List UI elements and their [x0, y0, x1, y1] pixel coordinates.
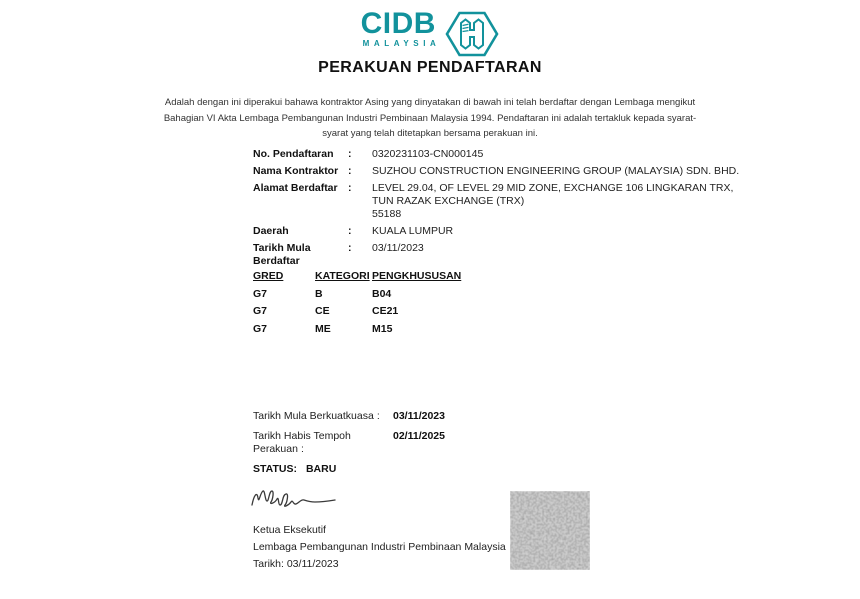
status-label: STATUS: — [253, 463, 297, 475]
registration-details — [253, 148, 739, 272]
validity-label: Tarikh Mula Berkuatkuasa : — [253, 410, 380, 422]
cidb-logo — [0, 7, 860, 62]
detail-value: 03/11/2023 — [372, 242, 424, 254]
detail-label: No. Pendaftaran — [253, 148, 334, 160]
brand-name: CIDB — [360, 7, 436, 40]
cidb-wordmark — [360, 7, 441, 48]
intro-line: Bahagian VI Akta Lembaga Pembangunan Industri Pembinaan Malaysia 1994. Pendaftaran ini adalah tertakluk kepada syarat- — [163, 112, 697, 124]
grades-table — [253, 270, 461, 340]
detail-row-no-pendaftaran — [253, 148, 739, 161]
page-title: PERAKUAN PENDAFTARAN — [318, 59, 542, 76]
detail-label: Daerah — [253, 225, 289, 237]
signatory-organization: Lembaga Pembangunan Industri Pembinaan Malaysia — [253, 541, 506, 553]
detail-colon: : — [348, 242, 352, 254]
grades-header-kategori: KATEGORI — [315, 270, 370, 282]
detail-colon: : — [348, 148, 352, 160]
detail-label: Nama Kontraktor — [253, 165, 339, 177]
signature-image — [249, 483, 339, 518]
grades-header-gred: GRED — [253, 270, 284, 282]
validity-value: 02/11/2025 — [393, 430, 445, 442]
validity-value: 03/11/2023 — [393, 410, 445, 422]
grades-row: G7 ME M15 — [253, 322, 393, 335]
cidb-hexagon-icon — [445, 11, 499, 62]
status-line — [253, 463, 445, 476]
signatory-block — [253, 524, 506, 575]
detail-row-nama-kontraktor — [253, 165, 739, 178]
validity-row-mula-berkuatkuasa — [253, 410, 445, 423]
detail-label: Tarikh Mula Berdaftar — [253, 242, 311, 267]
detail-label: Alamat Berdaftar — [253, 182, 338, 194]
qr-code — [510, 491, 590, 570]
detail-colon: : — [348, 182, 352, 194]
detail-value: KUALA LUMPUR — [372, 225, 454, 237]
intro-paragraph — [0, 95, 860, 142]
validity-section — [253, 410, 445, 476]
detail-colon: : — [348, 225, 352, 237]
detail-value: SUZHOU CONSTRUCTION ENGINEERING GROUP (MALAYSIA) SDN. BHD. — [372, 165, 740, 177]
grades-row: G7 B B04 — [253, 287, 392, 300]
grades-header-pengkhususan: PENGKHUSUSAN — [372, 270, 462, 282]
detail-row-alamat-berdaftar — [253, 182, 739, 221]
signatory-date: Tarikh: 03/11/2023 — [253, 558, 339, 570]
grades-row: G7 CE CE21 — [253, 305, 399, 317]
grades-header-row — [253, 270, 461, 283]
validity-label: Tarikh Habis Tempoh Perakuan : — [253, 430, 351, 455]
signatory-title: Ketua Eksekutif — [253, 524, 326, 536]
intro-line: syarat yang telah ditetapkan bersama perakuan ini. — [322, 128, 538, 139]
detail-value: 0320231103-CN000145 — [372, 148, 484, 160]
detail-row-tarikh-mula-berdaftar — [253, 242, 739, 268]
detail-colon: : — [348, 165, 352, 177]
detail-value: LEVEL 29.04, OF LEVEL 29 MID ZONE, EXCHANGE 106 LINGKARAN TRX, TUN RAZAK EXCHANGE (TRX) 55188 — [372, 182, 734, 220]
status-badge: BARU — [305, 463, 337, 475]
intro-line: Adalah dengan ini diperakui bahawa kontraktor Asing yang dinyatakan di bawah ini telah berdaftar dengan Lembaga mengikut — [164, 97, 696, 108]
validity-row-habis-tempoh — [253, 430, 445, 456]
brand-subname: MALAYSIA — [362, 39, 441, 48]
detail-row-daerah — [253, 225, 739, 238]
